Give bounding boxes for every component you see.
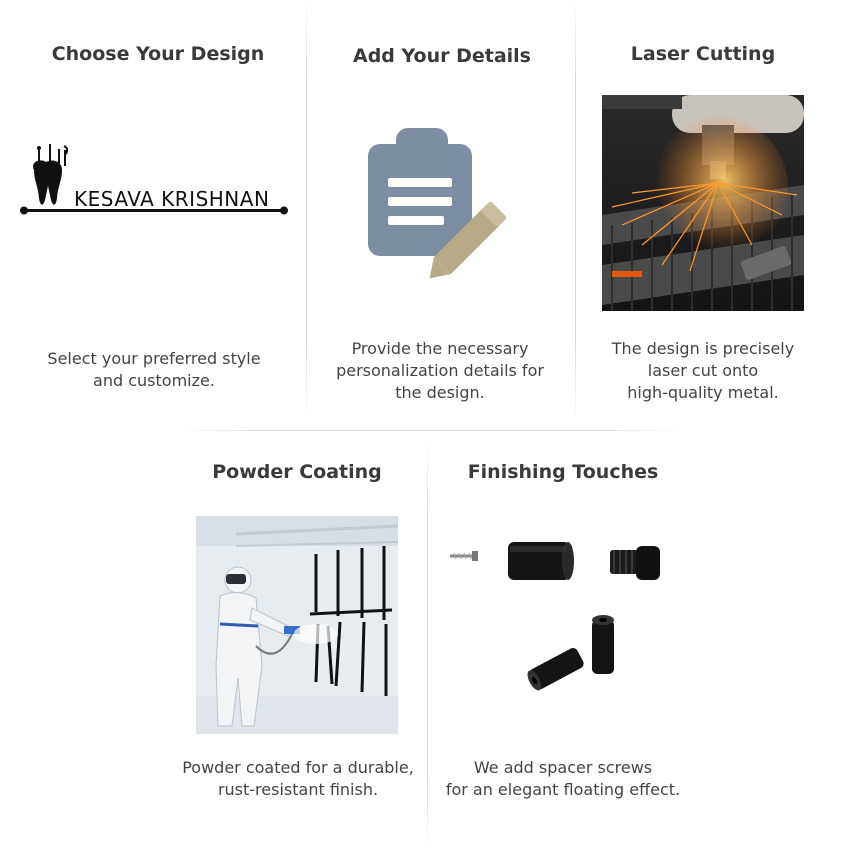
description-line: high-quality metal. bbox=[627, 383, 779, 402]
screw-icon bbox=[450, 551, 478, 561]
description-line: Select your preferred style bbox=[47, 349, 261, 368]
powder-coating-photo bbox=[196, 516, 398, 734]
description-line: the design. bbox=[395, 383, 485, 402]
standoff-angled-icon bbox=[525, 646, 586, 692]
step-description bbox=[430, 757, 696, 801]
step-title: Choose Your Design bbox=[51, 43, 265, 65]
step-description bbox=[312, 338, 568, 404]
step-description bbox=[584, 338, 822, 404]
step-title: Finishing Touches bbox=[467, 461, 659, 483]
divider-horizontal bbox=[180, 430, 680, 431]
description-line: Powder coated for a durable, bbox=[182, 758, 414, 777]
clipboard-pencil-icon bbox=[360, 124, 520, 280]
divider-vertical-3 bbox=[427, 440, 428, 850]
spacer-screws-photo bbox=[444, 530, 674, 700]
tooth-icon bbox=[33, 144, 67, 205]
bolt-icon bbox=[610, 546, 660, 580]
description-line: and customize. bbox=[93, 371, 215, 390]
step-description bbox=[170, 757, 426, 801]
description-line: Provide the necessary bbox=[351, 339, 529, 358]
step-title: Laser Cutting bbox=[630, 43, 776, 65]
step-description bbox=[8, 348, 300, 392]
description-line: We add spacer screws bbox=[473, 758, 653, 777]
description-line: rust-resistant finish. bbox=[217, 780, 379, 799]
nameplate-text: KESAVA KRISHNAN bbox=[74, 187, 270, 211]
description-line: laser cut onto bbox=[647, 361, 759, 380]
description-line: personalization details for bbox=[336, 361, 544, 380]
standoff-icon bbox=[592, 615, 614, 674]
spacer-cylinder-icon bbox=[508, 542, 574, 580]
description-line: The design is precisely bbox=[611, 339, 795, 358]
description-line: for an elegant floating effect. bbox=[445, 780, 681, 799]
step-title: Powder Coating bbox=[212, 461, 382, 483]
laser-cutting-photo bbox=[602, 95, 804, 311]
nameplate-design bbox=[18, 140, 290, 220]
step-title: Add Your Details bbox=[353, 45, 531, 67]
